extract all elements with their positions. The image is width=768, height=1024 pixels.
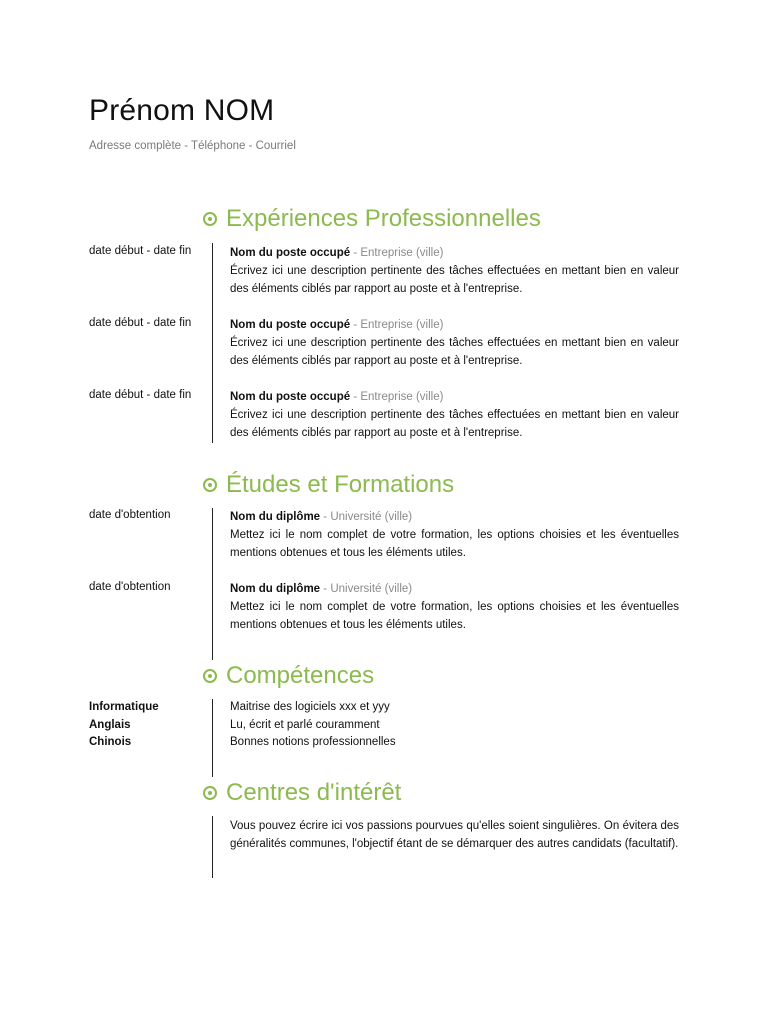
entry-date: date début - date fin [89,245,192,257]
job-description: Écrivez ici une description pertinente des tâches effectuées en mettant bien en valeur des éléments ciblés par rapport au poste et à l'entreprise. [230,265,679,295]
timeline-divider [212,508,213,660]
degree-description: Mettez ici le nom complet de votre formation, les options choisies et les éventuelles mentions obtenues et tous les éléments utiles. [230,601,679,631]
section-title-text: Expériences Professionnelles [226,205,541,232]
skill-labels [89,699,159,752]
entry-date: date d'obtention [89,581,171,593]
education-entry [230,580,679,634]
section-title-text: Compétences [226,662,375,689]
company: - Entreprise (ville) [353,247,444,259]
skill-value: Maitrise des logiciels xxx et yyy [230,701,390,713]
candidate-name: Prénom NOM [89,94,275,127]
company: - Entreprise (ville) [353,319,444,331]
entry-date: date d'obtention [89,509,171,521]
job-title: Nom du poste occupé [230,391,351,403]
university: - Université (ville) [323,583,413,595]
university: - Université (ville) [323,511,413,523]
skill-label: Chinois [89,736,132,748]
skill-values [230,699,396,752]
degree-title: Nom du diplôme [230,511,321,523]
timeline-divider [212,699,213,777]
skill-label: Informatique [89,701,159,713]
entry-date: date début - date fin [89,389,192,401]
section-title-experience [203,205,541,233]
interests-text: Vous pouvez écrire ici vos passions pourvues qu'elles soient singulières. On évitera des généralités communes, l'objectif étant de se démarquer des autres candidats (facultatif). [230,820,679,850]
target-bullet-icon [203,212,217,226]
target-bullet-icon [203,669,217,683]
degree-title: Nom du diplôme [230,583,321,595]
skill-value: Bonnes notions professionnelles [230,736,396,748]
job-description: Écrivez ici une description pertinente des tâches effectuées en mettant bien en valeur des éléments ciblés par rapport au poste et à l'entreprise. [230,409,679,439]
section-title-skills [203,662,374,690]
degree-description: Mettez ici le nom complet de votre formation, les options choisies et les éventuelles mentions obtenues et tous les éléments utiles. [230,529,679,559]
target-bullet-icon [203,478,217,492]
skill-label: Anglais [89,718,131,731]
company: - Entreprise (ville) [353,391,444,403]
timeline-divider [212,243,213,443]
education-entry [230,508,679,562]
contact-line: Adresse complète - Téléphone - Courriel [89,140,296,152]
job-description: Écrivez ici une description pertinente des tâches effectuées en mettant bien en valeur des éléments ciblés par rapport au poste et à l'entreprise. [230,337,679,367]
skill-value: Lu, écrit et parlé couramment [230,718,380,731]
section-title-text: Études et Formations [226,471,455,498]
job-title: Nom du poste occupé [230,247,351,259]
section-title-education [203,471,454,499]
timeline-divider [212,816,213,878]
section-title-text: Centres d'intérêt [226,779,402,806]
experience-entry [230,316,679,370]
experience-entry [230,388,679,442]
job-title: Nom du poste occupé [230,319,351,331]
target-bullet-icon [203,786,217,800]
experience-entry [230,244,679,298]
section-title-interests [203,779,401,807]
entry-date: date début - date fin [89,317,192,329]
